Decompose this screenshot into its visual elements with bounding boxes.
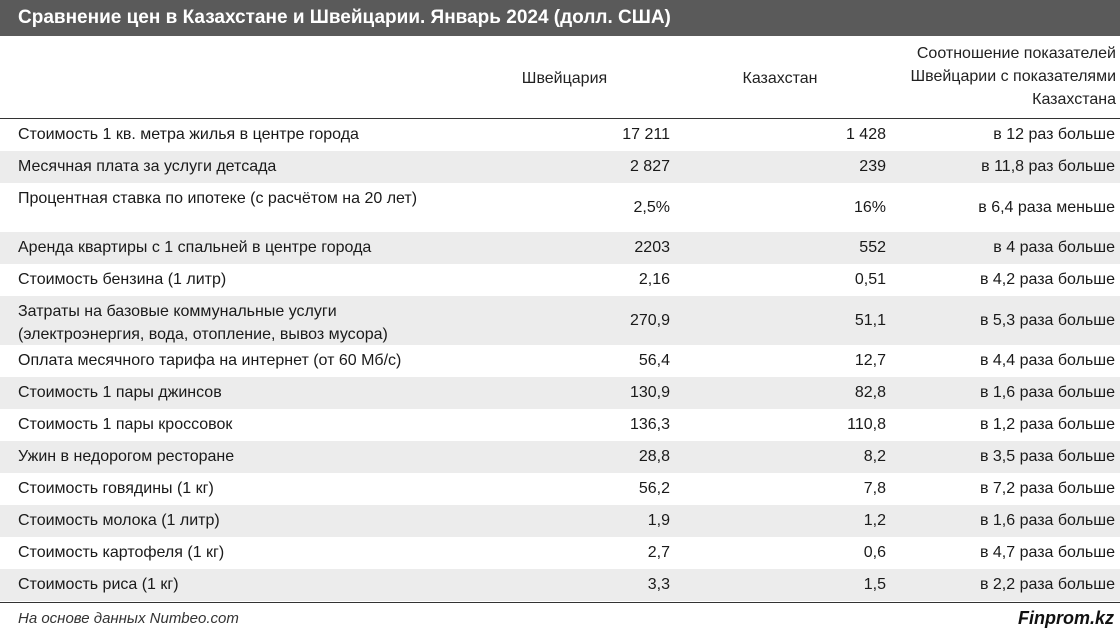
value-kazakhstan: 16% [853,199,886,216]
value-kazakhstan: 552 [859,239,886,256]
table-footer [0,602,1120,636]
value-switzerland: 136,3 [629,416,670,433]
table-row [0,296,1120,345]
brand-logo: Finprom.kz [1017,608,1114,628]
table-body [0,119,1120,601]
value-switzerland: 2,16 [638,271,670,288]
row-label: Стоимость риса (1 кг) [18,576,179,593]
value-switzerland: 2,7 [647,544,670,561]
column-header-kazakhstan: Казахстан [742,70,818,87]
table-row [0,409,1120,441]
row-label: Стоимость 1 кв. метра жилья в центре города [18,126,359,143]
value-ratio: в 1,2 раза больше [979,416,1115,433]
value-kazakhstan: 239 [859,158,886,175]
row-label: Аренда квартиры с 1 спальней в центре города [18,239,372,256]
value-kazakhstan: 1,5 [863,576,886,593]
table-header [0,36,1120,119]
value-switzerland: 2 827 [629,158,670,175]
value-switzerland: 130,9 [629,384,670,401]
column-header-ratio: Соотношение показателей Швейцарии с показателями Казахстана [910,45,1116,108]
value-kazakhstan: 8,2 [863,448,886,465]
row-label: Месячная плата за услуги детсада [18,158,277,175]
row-label: Процентная ставка по ипотеке (с расчётом на 20 лет) [18,190,418,207]
value-ratio: в 11,8 раз больше [981,158,1115,175]
column-header-switzerland: Швейцария [521,70,608,87]
table-title: Сравнение цен в Казахстане и Швейцарии. Январь 2024 (долл. США) [0,0,1120,36]
value-ratio: в 1,6 раза больше [979,384,1115,401]
value-kazakhstan: 7,8 [863,480,886,497]
source-note: На основе данных Numbeo.com [18,610,239,627]
value-kazakhstan: 12,7 [854,352,886,369]
table-row [0,537,1120,569]
row-label: Стоимость молока (1 литр) [18,512,220,529]
value-ratio: в 4,7 раза больше [979,544,1115,561]
table-row [0,345,1120,377]
row-label: Оплата месячного тарифа на интернет (от 60 Мб/с) [18,352,402,369]
value-ratio: в 4 раза больше [993,239,1115,256]
value-kazakhstan: 0,51 [854,271,886,288]
value-switzerland: 270,9 [629,312,670,329]
row-label: Ужин в недорогом ресторане [18,448,235,465]
value-ratio: в 2,2 раза больше [979,576,1115,593]
row-label: Стоимость картофеля (1 кг) [18,544,225,561]
value-switzerland: 56,4 [638,352,670,369]
table-row [0,569,1120,601]
table-row [0,151,1120,183]
row-label: Стоимость говядины (1 кг) [18,480,214,497]
table-row [0,441,1120,473]
table-row [0,473,1120,505]
table-row [0,119,1120,151]
value-switzerland: 2,5% [633,199,670,216]
row-label: Стоимость 1 пары кроссовок [18,416,233,433]
value-ratio: в 1,6 раза больше [979,512,1115,529]
value-kazakhstan: 51,1 [854,312,886,329]
row-label: Затраты на базовые коммунальные услуги (электроэнергия, вода, отопление, вывоз мусора) [18,303,388,343]
value-ratio: в 3,5 раза больше [979,448,1115,465]
value-ratio: в 5,3 раза больше [979,312,1115,329]
value-switzerland: 2203 [634,239,670,256]
value-kazakhstan: 110,8 [847,416,886,433]
row-label: Стоимость 1 пары джинсов [18,384,222,401]
value-kazakhstan: 1 428 [845,126,886,143]
value-switzerland: 56,2 [638,480,670,497]
row-label: Стоимость бензина (1 литр) [18,271,227,288]
table-row [0,377,1120,409]
table-row [0,232,1120,264]
value-switzerland: 17 211 [622,126,670,143]
value-kazakhstan: 1,2 [863,512,886,529]
table-row [0,183,1120,232]
value-switzerland: 1,9 [647,512,670,529]
value-ratio: в 12 раз больше [993,126,1115,143]
value-ratio: в 6,4 раза меньше [978,199,1115,216]
value-ratio: в 4,4 раза больше [979,352,1115,369]
value-switzerland: 3,3 [647,576,670,593]
value-ratio: в 4,2 раза больше [979,271,1115,288]
value-kazakhstan: 0,6 [863,544,886,561]
value-switzerland: 28,8 [638,448,670,465]
table-row [0,505,1120,537]
value-kazakhstan: 82,8 [854,384,886,401]
value-ratio: в 7,2 раза больше [979,480,1115,497]
table-row [0,264,1120,296]
